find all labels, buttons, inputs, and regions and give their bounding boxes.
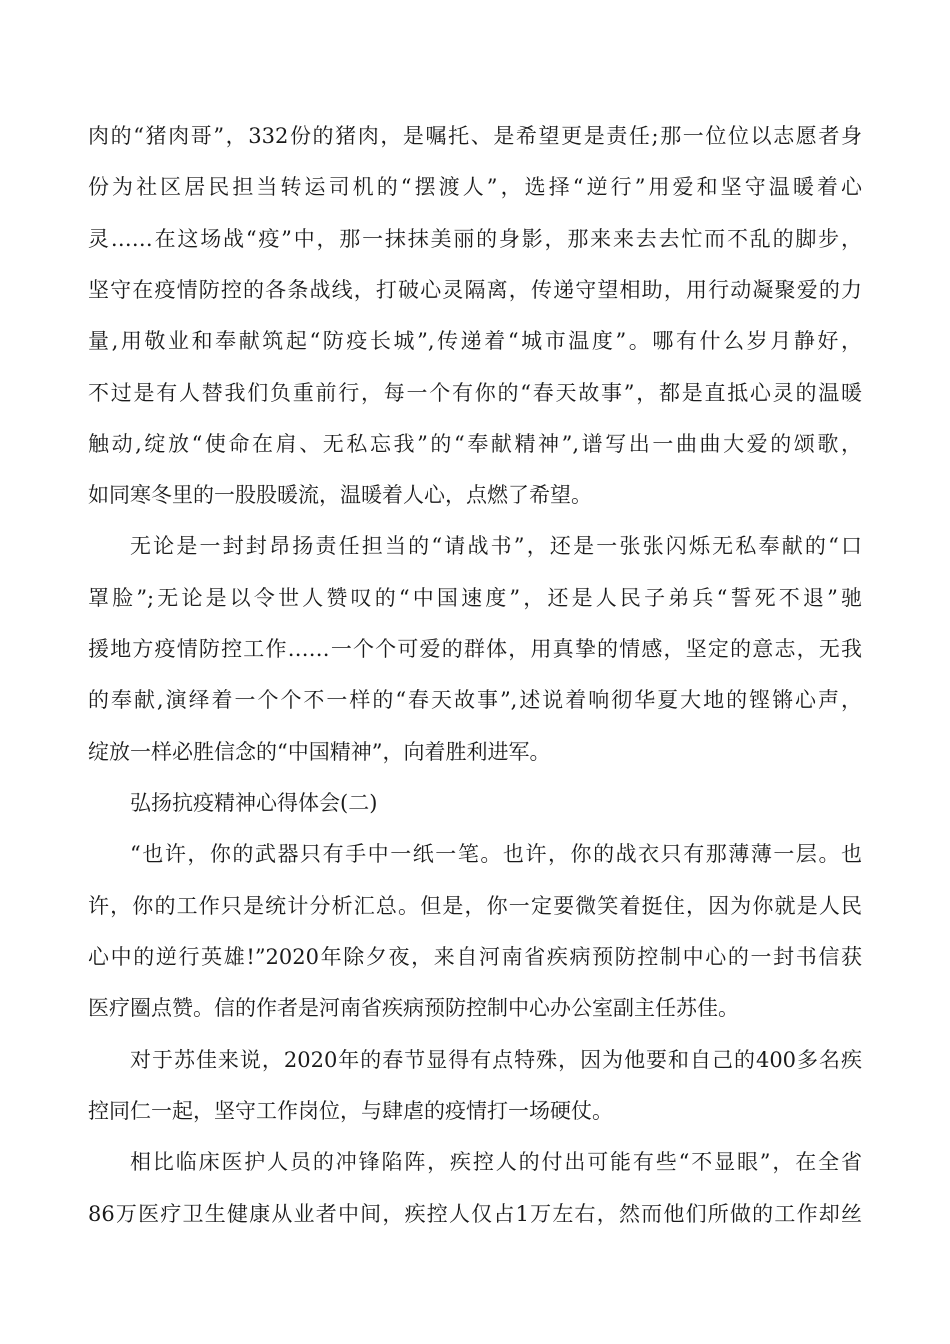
- paragraph-line: 的奉献,演绎着一个个不一样的“春天故事”,述说着响彻华夏大地的铿锵心声，: [88, 688, 862, 712]
- paragraph-line: 控同仁一起，坚守工作岗位，与肆虐的疫情打一场硬仗。: [88, 1099, 613, 1123]
- paragraph-line: 份为社区居民担当转运司机的“摆渡人”，选择“逆行”用爱和坚守温暖着心: [88, 175, 862, 199]
- paragraph-line: 心中的逆行英雄!”2020年除夕夜，来自河南省疾病预防控制中心的一封书信获: [88, 945, 862, 969]
- paragraph-line: 绽放一样必胜信念的“中国精神”，向着胜利进军。: [88, 740, 551, 764]
- paragraph-line: 罩脸”;无论是以令世人赞叹的“中国速度”，还是人民子弟兵“誓死不退”驰: [88, 586, 862, 610]
- paragraph-line: 量,用敬业和奉献筑起“防疫长城”,传递着“城市温度”。哪有什么岁月静好，: [88, 329, 862, 353]
- paragraph-line: 坚守在疫情防控的各条战线，打破心灵隔离，传递守望相助，用行动凝聚爱的力: [88, 278, 862, 302]
- paragraph-line: 援地方疫情防控工作……一个个可爱的群体，用真挚的情感，坚定的意志，无我: [88, 637, 862, 661]
- paragraph-line: 不过是有人替我们负重前行，每一个有你的“春天故事”，都是直抵心灵的温暖: [88, 381, 862, 405]
- paragraph-line: 86万医疗卫生健康从业者中间，疾控人仅占1万左右，然而他们所做的工作却丝: [88, 1202, 862, 1226]
- paragraph-line: 许，你的工作只是统计分析汇总。但是，你一定要微笑着挺住，因为你就是人民: [88, 894, 862, 918]
- paragraph-line: 肉的“猪肉哥”，332份的猪肉，是嘱托、是希望更是责任;那一位位以志愿者身: [88, 124, 862, 148]
- paragraph-line: “也许，你的武器只有手中一纸一笔。也许，你的战衣只有那薄薄一层。也: [130, 842, 862, 866]
- paragraph-line: 医疗圈点赞。信的作者是河南省疾病预防控制中心办公室副主任苏佳。: [88, 996, 739, 1020]
- paragraph-line: 对于苏佳来说，2020年的春节显得有点特殊，因为他要和自己的400多名疾: [130, 1048, 862, 1072]
- section-heading: 弘扬抗疫精神心得体会(二): [130, 791, 378, 815]
- paragraph-line: 触动,绽放“使命在肩、无私忘我”的“奉献精神”,谱写出一曲曲大爱的颂歌，: [88, 432, 862, 456]
- paragraph-line: 如同寒冬里的一股股暖流，温暖着人心，点燃了希望。: [88, 483, 592, 507]
- paragraph-line: 无论是一封封昂扬责任担当的“请战书”，还是一张张闪烁无私奉献的“口: [130, 534, 862, 558]
- paragraph-line: 灵……在这场战“疫”中，那一抹抹美丽的身影，那来来去去忙而不乱的脚步，: [88, 227, 862, 251]
- paragraph-line: 相比临床医护人员的冲锋陷阵，疾控人的付出可能有些“不显眼”，在全省: [130, 1150, 862, 1174]
